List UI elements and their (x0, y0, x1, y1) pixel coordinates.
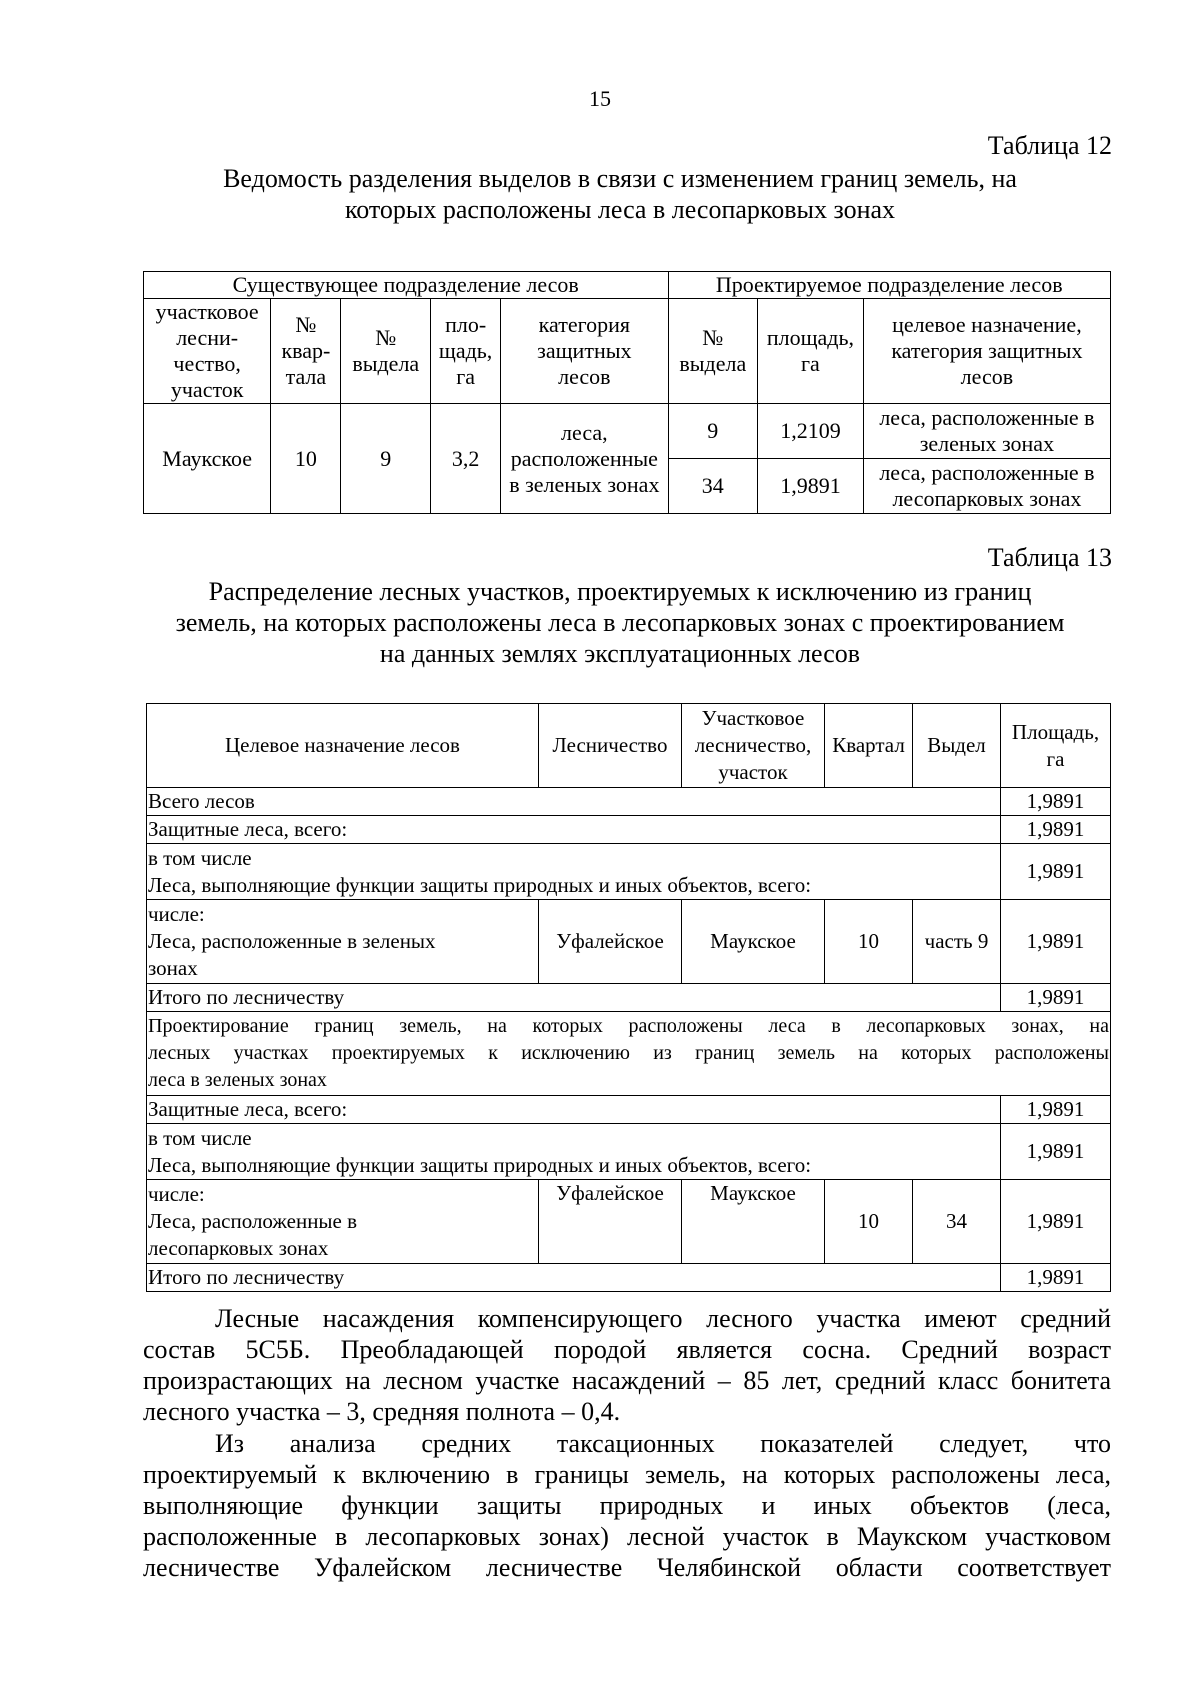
t13-row-value: 1,9891 (1001, 1264, 1111, 1292)
t13-row-value: 1,9891 (1001, 844, 1111, 900)
table-row (147, 900, 1111, 984)
table-row (147, 1264, 1111, 1292)
t12-header-area: пло- щадь, га (431, 299, 501, 404)
t13-header-area: Площадь, га (1001, 704, 1111, 788)
table12-caption (130, 163, 1110, 225)
paragraph-line: Лесные насаждения компенсирующего лесного участка имеют средний (215, 1304, 1111, 1333)
t13-cell-plot: часть 9 (913, 900, 1001, 984)
t13-row-value: 1,9891 (1001, 1124, 1111, 1180)
t12-group-projected: Проектируемое подразделение лесов (668, 272, 1111, 299)
t12-header-category: категория защитных лесов (501, 299, 668, 404)
t12-subrow-plot: 34 (668, 459, 758, 514)
paragraph-line: расположенные в лесопарковых зонах) лесной участок в Маукском участковом (143, 1522, 1111, 1551)
t13-row-value: 1,9891 (1001, 1180, 1111, 1264)
t13-header-plot: Выдел (913, 704, 1001, 788)
paragraph-line: Из анализа средних таксационных показателей следует, что (215, 1429, 1111, 1458)
t12-header-new-area: площадь, га (758, 299, 864, 404)
paragraph-2 (143, 1428, 1111, 1583)
page-number: 15 (589, 86, 611, 111)
paragraph-1 (143, 1303, 1111, 1427)
t13-row-value: 1,9891 (1001, 900, 1111, 984)
t12-cell-area: 3,2 (431, 404, 501, 514)
t12-subrow-area: 1,9891 (758, 459, 864, 514)
table13-caption-line: земель, на которых расположены леса в лесопарковых зонах с проектированием (175, 608, 1065, 637)
table-row (147, 844, 1111, 900)
paragraph-line: проектируемый к включению в границы земель, на которых расположены леса, (143, 1460, 1111, 1489)
table13-label: Таблица 13 (987, 543, 1112, 572)
t12-cell-category: леса, расположенные в зеленых зонах (501, 404, 668, 514)
table13-caption-line: Распределение лесных участков, проектируемых к исключению из границ (208, 577, 1032, 606)
paragraph-line: лесничестве Уфалейском лесничестве Челябинской области соответствует (143, 1553, 1111, 1582)
t12-subrow-area: 1,2109 (758, 404, 864, 459)
table-row (147, 984, 1111, 1012)
t13-row-label: Итого по лесничеству (147, 1264, 1001, 1292)
table12 (143, 271, 1111, 514)
t12-cell-quarter: 10 (271, 404, 341, 514)
t13-header-purpose: Целевое назначение лесов (147, 704, 539, 788)
t13-cell-forestry: Уфалейское (539, 1180, 682, 1264)
t13-cell-district: Маукское (682, 1180, 825, 1264)
t13-row-label: Итого по лесничеству (147, 984, 1001, 1012)
t13-row-label: Защитные леса, всего: (147, 1096, 1001, 1124)
t13-header-quarter: Квартал (825, 704, 913, 788)
t13-row-label: Защитные леса, всего: (147, 816, 1001, 844)
t12-cell-district: Маукское (144, 404, 271, 514)
t12-header-district: участковое лесни- чество, участок (144, 299, 271, 404)
table13-caption (130, 576, 1110, 669)
table13-caption-line: на данных землях эксплуатационных лесов (379, 639, 861, 668)
t13-cell-quarter: 10 (825, 900, 913, 984)
t13-row-label: в том числе Леса, выполняющие функции защиты природных и иных объектов, всего: (147, 1124, 1001, 1180)
t13-cell-forestry: Уфалейское (539, 900, 682, 984)
table-row (147, 1180, 1111, 1264)
t12-subrow-purpose: леса, расположенные в лесопарковых зонах (863, 459, 1110, 514)
t12-subrow-plot: 9 (668, 404, 758, 459)
t13-row-label: числе: Леса, расположенные в лесопарковых зонах (147, 1180, 539, 1264)
t13-row-value: 1,9891 (1001, 788, 1111, 816)
t12-header-plot: № выдела (341, 299, 431, 404)
t13-row-label: числе: Леса, расположенные в зеленых зонах (147, 900, 539, 984)
t12-group-existing: Существующее подразделение лесов (144, 272, 669, 299)
paragraph-line: выполняющие функции защиты природных и иных объектов (леса, (143, 1491, 1111, 1520)
paragraph-line: состав 5С5Б. Преобладающей породой является сосна. Средний возраст (143, 1335, 1111, 1364)
table12-caption-line: Ведомость разделения выделов в связи с изменением границ земель, на (223, 164, 1017, 193)
t13-row-value: 1,9891 (1001, 816, 1111, 844)
table-row (147, 1012, 1111, 1096)
t13-row-label: в том числе Леса, выполняющие функции защиты природных и иных объектов, всего: (147, 844, 1001, 900)
table-row (147, 816, 1111, 844)
paragraph-line: лесного участка – 3, средняя полнота – 0,4. (143, 1397, 621, 1426)
table12-caption-line: которых расположены леса в лесопарковых зонах (344, 195, 896, 224)
table-row (147, 788, 1111, 816)
table12-label: Таблица 12 (987, 131, 1112, 160)
t12-subrow-purpose: леса, расположенные в зеленых зонах (863, 404, 1110, 459)
t13-header-district: Участковое лесничество, участок (682, 704, 825, 788)
t13-row-value: 1,9891 (1001, 1096, 1111, 1124)
table13 (146, 703, 1111, 1292)
t12-header-purpose: целевое назначение, категория защитных лесов (863, 299, 1110, 404)
t13-row-label: Всего лесов (147, 788, 1001, 816)
t13-cell-quarter: 10 (825, 1180, 913, 1264)
t12-cell-plot: 9 (341, 404, 431, 514)
table-row (147, 1096, 1111, 1124)
paragraph-line: произрастающих на лесном участке насаждений – 85 лет, средний класс бонитета (143, 1366, 1111, 1395)
t13-row-value: 1,9891 (1001, 984, 1111, 1012)
t12-header-new-plot: № выдела (668, 299, 758, 404)
t12-header-quarter: № квар- тала (271, 299, 341, 404)
t13-header-forestry: Лесничество (539, 704, 682, 788)
table-row (147, 1124, 1111, 1180)
t13-cell-district: Маукское (682, 900, 825, 984)
t13-cell-plot: 34 (913, 1180, 1001, 1264)
t13-projection-note: Проектирование границ земель, на которых расположены леса в лесопарковых зонах, на лесных участках проектируемых к исключению из границ земель на которых расположены леса в зеленых зонах (147, 1012, 1111, 1096)
